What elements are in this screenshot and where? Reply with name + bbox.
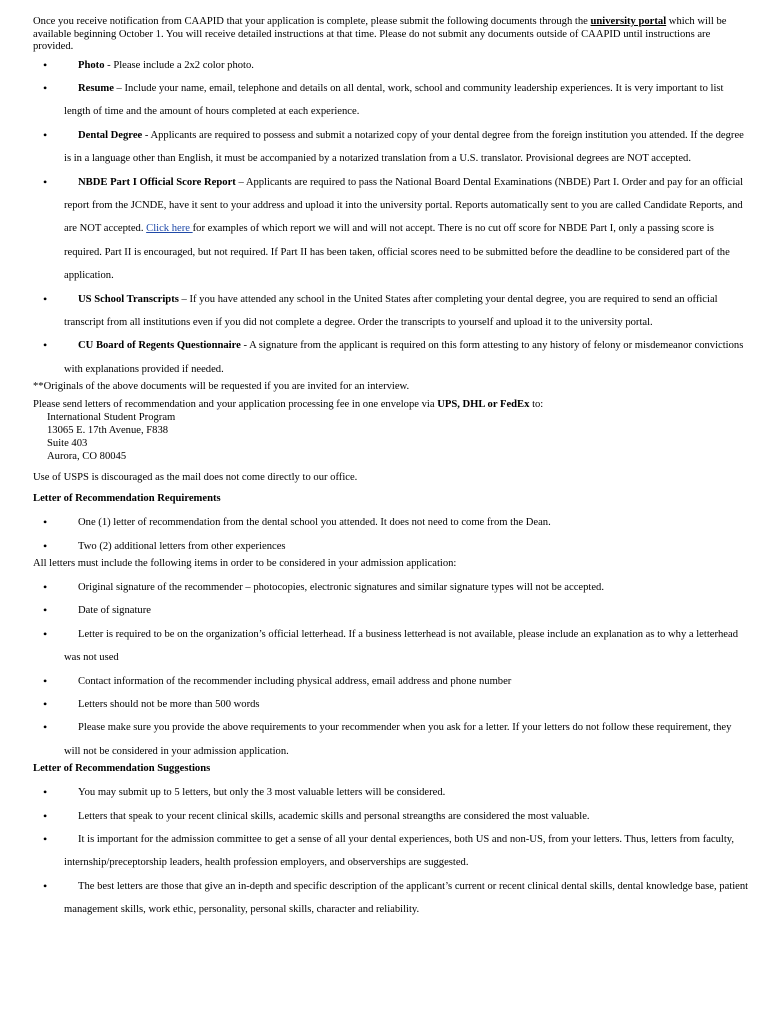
intro-text-end: which will be available beginning October 1. You will receive detailed instructions at that time. Please do not submit any documents outside of CAAPID until instructions are provided.	[33, 16, 727, 52]
list-item: • Two (2) additional letters from other experiences	[33, 535, 750, 558]
list-item: • Letters that speak to your recent clinical skills, academic skills and personal streangths are considered the most valuable.	[33, 805, 750, 828]
usps-note: Use of USPS is discouraged as the mail does not come directly to our office.	[33, 472, 358, 484]
item-label: US School Transcripts	[78, 293, 179, 305]
list-item: • Photo - Please include a 2x2 color photo.	[33, 54, 750, 77]
intro-paragraph	[33, 16, 750, 54]
address-line: International Student Program	[47, 412, 176, 424]
mailing-address	[33, 411, 750, 463]
item-label: NBDE Part I Official Score Report	[78, 176, 236, 188]
list-item: • CU Board of Regents Questionnaire - A signature from the applicant is required on this form attesting to any history of felony or misdemeanor convictions with explanations provided if needed.	[33, 334, 750, 381]
list-item: • It is important for the admission committee to get a sense of all your dental experiences, both US and non-US, from your letters. Thus, letters from faculty, internship/preceptorship leaders, health profession employers, and observerships are suggested.	[33, 828, 750, 875]
suggestions-list	[33, 781, 750, 921]
originals-note: **Originals of the above documents will be requested if you are invited for an interview.	[33, 381, 410, 393]
item-label: Dental Degree	[78, 129, 143, 141]
list-item: • Contact information of the recommender including physical address, email address and phone number	[33, 670, 750, 693]
carriers: UPS, DHL or FedEx	[437, 399, 530, 411]
item-label: Resume	[78, 82, 114, 94]
address-line: Suite 403	[47, 438, 88, 450]
list-item: • Letters should not be more than 500 words	[33, 693, 750, 716]
list-item: • Original signature of the recommender – photocopies, electronic signatures and similar signature types will not be accepted.	[33, 576, 750, 599]
list-item: • Please make sure you provide the above requirements to your recommender when you ask for a letter. If your letters do not follow these requirement, they will not be considered in your admission application.	[33, 716, 750, 763]
all-letters-text: All letters must include the following items in order to be considered in your admission application:	[33, 558, 457, 569]
address-line: 13065 E. 17th Avenue, F838	[47, 425, 169, 437]
click-here-link[interactable]: Click here	[146, 223, 193, 235]
intro-text: Once you receive notification from CAAPID that your application is complete, please submit the following documents through the	[33, 16, 591, 27]
suggestions-heading: Letter of Recommendation Suggestions	[33, 763, 211, 775]
requirements-heading: Letter of Recommendation Requirements	[33, 493, 221, 505]
mail-instructions: Please send letters of recommendation and your application processing fee in one envelope via UPS, DHL or FedEx to:	[33, 399, 544, 411]
list-item: • Date of signature	[33, 599, 750, 622]
address-line: Aurora, CO 80045	[47, 451, 127, 463]
university-portal-link[interactable]: university portal	[590, 16, 667, 27]
list-item: • You may submit up to 5 letters, but only the 3 most valuable letters will be considered.	[33, 781, 750, 804]
list-item: • Resume – Include your name, email, telephone and details on all dental, work, school and community leadership experiences. It is very important to list length of time and the amount of hours completed at each experience.	[33, 77, 750, 124]
list-item: • One (1) letter of recommendation from the dental school you attended. It does not need to come from the Dean.	[33, 511, 750, 534]
documents-list	[33, 54, 750, 382]
list-item: • NBDE Part I Official Score Report – Applicants are required to pass the National Board Dental Examinations (NBDE) Part I. Order and pay for an official report from the JCNDE, have it sent to your address and upload it into the university portal. Reports automatically sent to you are called Candidate Reports, and are NOT accepted. Click here for examples of which report we will and will not accept. There is no cut off score for NBDE Part I, only a passing score is required. Part II is encouraged, but not required. If Part II has been taken, official scores need to be submitted before the deadline to be considered part of the application.	[33, 171, 750, 288]
list-item: • Dental Degree - Applicants are required to possess and submit a notarized copy of your dental degree from the foreign institution you attended. If the degree is in a language other than English, it must be accompanied by a notarized translation from a U.S. translator. Provisional degrees are NOT accepted.	[33, 124, 750, 171]
list-item: • US School Transcripts – If you have attended any school in the United States after completing your dental degree, you are required to send an official transcript from all institutions even if you did not complete a degree. Order the transcripts to yourself and upload it to the university portal.	[33, 288, 750, 335]
list-item: • Letter is required to be on the organization’s official letterhead. If a business letterhead is not available, please include an explanation as to why a letterhead was not used	[33, 623, 750, 670]
requirements-list	[33, 576, 750, 763]
list-item: • The best letters are those that give an in-depth and specific description of the applicant’s current or recent clinical dental skills, dental knowledge base, patient management skills, work ethic, personality, personal skills, character and reliability.	[33, 875, 750, 922]
item-label: Photo	[78, 59, 105, 71]
item-label: CU Board of Regents Questionnaire	[78, 340, 241, 352]
letter-count-list	[33, 511, 750, 558]
